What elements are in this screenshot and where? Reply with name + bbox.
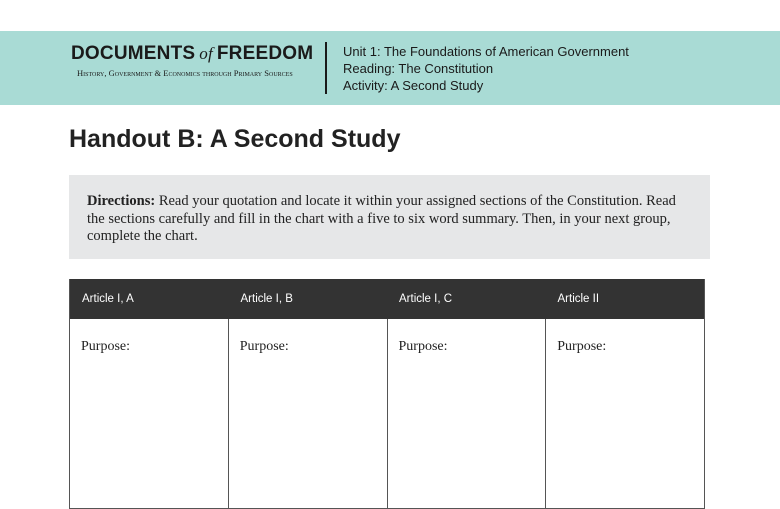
purpose-cell-article-2[interactable] — [546, 319, 704, 509]
column-header-article-2: Article II — [557, 293, 600, 305]
unit-info — [343, 43, 629, 94]
purpose-label: Purpose: — [398, 339, 448, 354]
purpose-label: Purpose: — [557, 339, 607, 354]
directions-label: Directions: — [87, 193, 156, 209]
brand-word-documents: DOCUMENTS — [71, 43, 196, 64]
directions-text: Read your quotation and locate it within your assigned sections of the Constitution. Read the sections carefully and fill in the chart with a five to six word summary. Then, in your next group, complete the chart. — [87, 193, 676, 244]
purpose-cell-article-1a[interactable] — [70, 319, 229, 509]
brand-word-of: of — [199, 44, 213, 63]
header-band — [0, 31, 780, 105]
purpose-label: Purpose: — [239, 339, 289, 354]
column-header-article-1b: Article I, B — [240, 293, 293, 305]
purpose-cell-article-1b[interactable] — [229, 319, 388, 509]
brand-logo — [71, 43, 314, 78]
directions-box — [69, 175, 710, 259]
brand-word-freedom: FREEDOM — [216, 43, 314, 64]
reading-label: Reading: The Constitution — [343, 61, 494, 76]
chart-body-row — [70, 319, 704, 509]
brand-tagline: History, Government & Economics through Primary Sources — [77, 68, 293, 78]
chart-header-row — [70, 279, 704, 319]
purpose-cell-article-1c[interactable] — [388, 319, 547, 509]
activity-label: Activity: A Second Study — [343, 78, 484, 93]
unit-label: Unit 1: The Foundations of American Government — [343, 44, 629, 59]
page-title: Handout B: A Second Study — [69, 125, 401, 153]
brand-title — [71, 43, 314, 65]
column-header-article-1a: Article I, A — [82, 293, 134, 305]
column-header-article-1c: Article I, C — [399, 293, 453, 305]
purpose-label: Purpose: — [81, 339, 130, 354]
summary-chart — [69, 279, 705, 509]
header-divider — [325, 42, 327, 94]
